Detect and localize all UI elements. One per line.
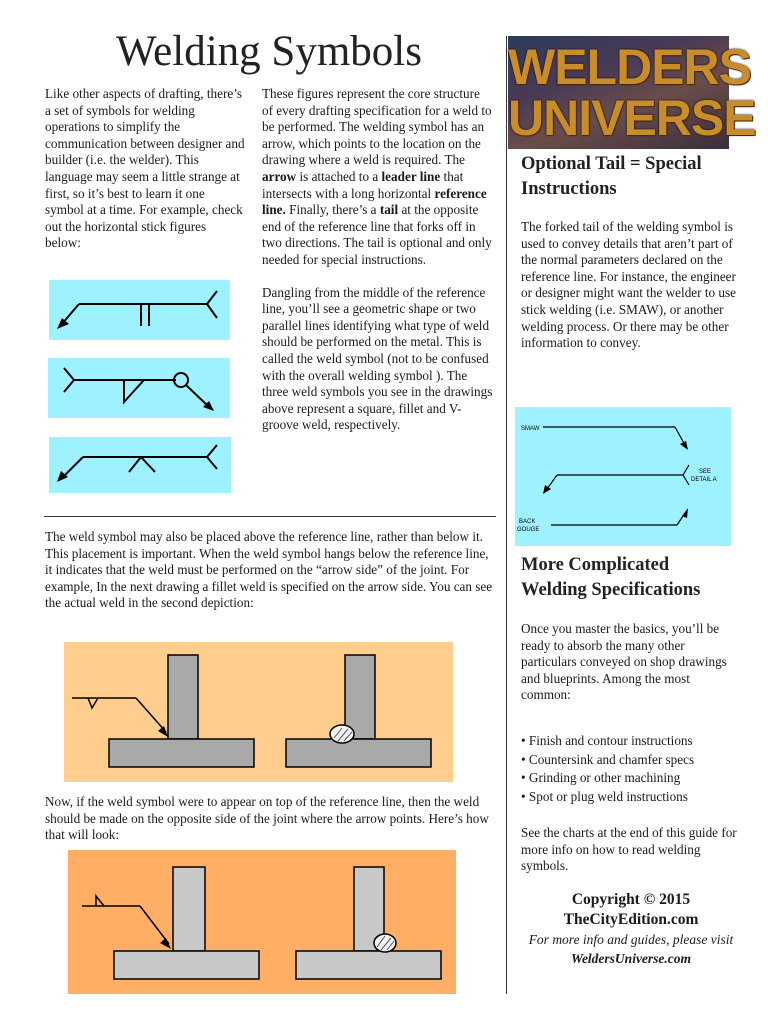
optional-tail-text: The forked tail of the welding symbol is used to convey details that aren’t part of the normal parameters declared on the reference line. For instance, the engineer or designer might want the welder to use stick welding (i.e. SMAW), or another welding process. Or there may be other information to convey. [521,219,736,351]
arrow-side-weld-illustration [64,642,453,782]
more-complicated-text: Once you master the basics, you’ll be ready to absorb the many other particulars conveyed on shop drawings and blueprints. Among the most common: [521,621,727,703]
opposite-side-paragraph [45,794,497,844]
arrow-side-weld-drawing [64,642,453,782]
more-complicated-paragraph [521,621,739,704]
optional-tail-heading: Optional Tail = Special Instructions [521,154,702,199]
welders-universe-link[interactable]: WeldersUniverse.com [570,951,692,966]
more-info-text: For more info and guides, please visit [528,932,734,947]
v-groove-weld-symbol-figure [49,437,231,493]
charts-text: See the charts at the end of this guide for more info on how to read welding symbols. [521,825,737,874]
section-divider [44,516,496,517]
opposite-side-weld-drawing [68,850,456,994]
detail-a-label: DETAIL A [691,477,717,483]
list-item: • Grinding or other machining [521,769,739,788]
square-weld-symbol-drawing [49,280,230,340]
more-complicated-heading: More Complicated Welding Specifications [521,555,701,600]
intro-text: Like other aspects of drafting, there’s a set of symbols for welding operations to simplify the communication between designer and builder (i.e. the welder). This language may seem a little strange at first, so it’s best to learn it one symbol at a time. For example, check out the horizontal stick figures below: [45,86,245,251]
gouge-label: GOUGE [517,527,540,533]
structure-paragraphs [262,86,494,434]
back-label: BACK [519,519,536,525]
fillet-weld-symbol-drawing [48,358,230,418]
structure-paragraph [262,86,494,269]
logo-line-2: UNIVERSE [508,90,756,146]
page-title: Welding Symbols [116,28,422,75]
structure-text-mid1: is attached to a [296,168,382,184]
copyright-block [521,890,741,968]
structure-text-mid2: that intersects with a long horizontal [262,168,464,201]
structure-text-start: These figures represent the core structure of every drafting specification for a weld to be performed. The welding symbol has an arrow, which points to the location on the drawing where a weld is required. The [262,86,492,168]
term-leader-line: leader line [381,168,441,184]
tail-instructions-drawing [515,407,731,546]
intro-paragraph [45,86,245,252]
opposite-side-weld-illustration [68,850,456,994]
optional-tail-paragraph [521,219,739,352]
fillet-weld-symbol-figure [48,358,230,418]
list-item: • Countersink and chamfer specs [521,751,739,770]
see-label: SEE [699,469,712,475]
weld-symbol-paragraph: Dangling from the middle of the reference line, you’ll see a geometric shape or two parallel lines identifying what type of weld should be performed on the metal. This is called the weld symbol (not to be confused with the overall welding symbol ). The three weld symbols you see in the drawings above represent a square, fillet and V-groove weld, respectively. [262,284,493,433]
list-item: • Finish and contour instructions [521,732,739,751]
smaw-label: SMAW [521,426,540,432]
structure-text-end: at the opposite end of the reference line that forks off in two directions. The tail is optional and only needed for special instructions. [262,202,492,267]
term-tail: tail [379,202,399,218]
arrow-side-text: The weld symbol may also be placed above the reference line, rather than below it. This placement is important. When the weld symbol hangs below the reference line, it indicates that the weld must be performed on the “arrow side” of the joint. For example, In the next drawing a fillet weld is specified on the arrow side. You can see the actual weld in the second depiction: [45,529,493,611]
list-item: • Spot or plug weld instructions [521,788,739,807]
copyright-site: TheCityEdition.com [563,911,699,928]
opposite-side-text: Now, if the weld symbol were to appear on top of the reference line, then the weld should be made on the opposite side of the joint where the arrow points. Here’s how that will look: [45,794,489,843]
tail-instructions-figure [515,407,731,546]
arrow-side-paragraph [45,529,497,612]
column-divider [506,36,507,994]
term-reference-line: reference line. [262,185,487,218]
v-groove-weld-symbol-drawing [49,437,231,493]
common-specs-list [521,732,739,807]
square-weld-symbol-figure [49,280,230,340]
logo-line-1: WELDERS [508,39,751,95]
structure-text-mid3: Finally, there’s a [285,202,380,218]
welders-universe-logo [508,36,756,149]
charts-paragraph [521,825,739,875]
copyright-line: Copyright © 2015 [571,891,691,908]
term-arrow: arrow [262,168,297,184]
